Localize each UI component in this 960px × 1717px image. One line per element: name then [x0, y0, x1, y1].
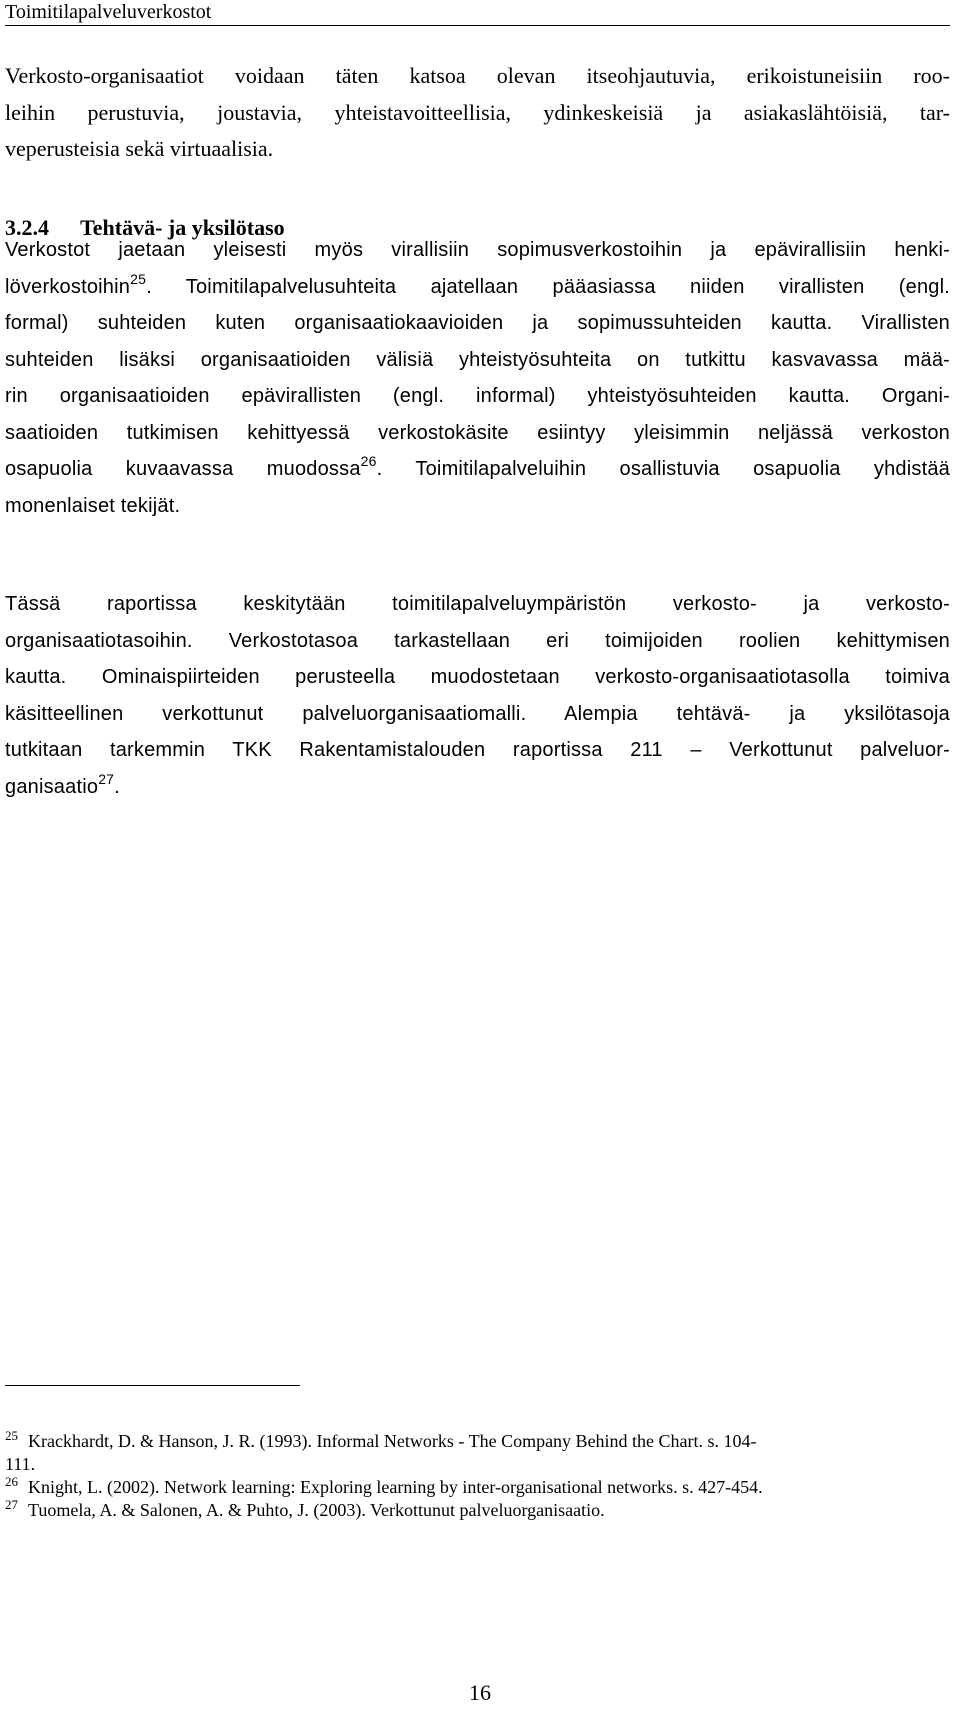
paragraph-line: monenlaiset tekijät. — [5, 494, 181, 517]
footnote-number: 27 — [5, 1497, 18, 1512]
paragraph-line: kautta. Ominaispiirteiden perusteella muodostetaan verkosto-organisaatiotasolla toimiva — [5, 666, 950, 688]
paragraph-line: osapuolia kuvaavassa muodossa$^{26}$. Toimitilapalveluihin osallistuvia osapuolia yhdistää — [5, 453, 950, 480]
paragraph-line: tutkitaan tarkemmin TKK Rakentamistalouden raportissa 211 – Verkottunut palveluor- — [5, 739, 950, 761]
body-paragraph — [5, 232, 950, 524]
footnote-separator — [5, 1385, 300, 1386]
paragraph-line: löverkostoihin$^{25}$. Toimitilapalvelusuhteita ajatellaan pääasiassa niiden virallisten (engl. — [5, 270, 950, 298]
footnote-item: $^{27}$ Tuomela, A. & Salonen, A. & Puhto, J. (2003). Verkottunut palveluorganisaatio. — [5, 1497, 605, 1520]
running-header: Toimitilapalveluverkostot — [5, 0, 950, 26]
section-number: 3.2.4 — [5, 215, 49, 240]
paragraph-line: Tässä raportissa keskitytään toimitilapalveluympäristön verkosto- ja verkosto- — [5, 593, 950, 615]
paragraph-line: veperusteisia sekä virtuaalisia. — [5, 136, 274, 161]
footnote-reference[interactable]: 25 — [130, 270, 147, 287]
footnote-number: 25 — [5, 1428, 18, 1443]
footnote-item: $^{26}$ Knight, L. (2002). Network learning: Exploring learning by inter-organisational networks. s. 427-454. — [5, 1474, 763, 1497]
paragraph-line: saatioiden tutkimisen kehittyessä verkostokäsite esiintyy yleisimmin neljässä verkoston — [5, 421, 950, 444]
paragraph-line: Verkostot jaetaan yleisesti myös virallisiin sopimusverkostoihin ja epävirallisiin henki- — [5, 239, 950, 261]
paragraph-line: formal) suhteiden kuten organisaatiokaavioiden ja sopimussuhteiden kautta. Virallisten — [5, 312, 950, 334]
footnote-item: $^{25}$ Krackhardt, D. & Hanson, J. R. (1993). Informal Networks - The Company Behind the Chart. s. 104- — [5, 1428, 757, 1451]
section-title: Tehtävä- ja yksilötaso — [80, 215, 285, 240]
footnote-number: 26 — [5, 1474, 18, 1489]
paragraph-line: leihin perustuvia, joustavia, yhteistavoitteellisia, ydinkeskeisiä ja asiakaslähtöisiä, tar- — [5, 99, 950, 125]
paragraph-line: Verkosto-organisaatiot voidaan täten katsoa olevan itseohjautuvia, erikoistuneisiin roo- — [5, 63, 950, 88]
body-paragraph — [5, 586, 950, 805]
intro-paragraph — [5, 58, 950, 168]
footnote-reference[interactable]: 26 — [360, 453, 377, 469]
paragraph-line: organisaatiotasoihin. Verkostotasoa tarkastellaan eri toimijoiden roolien kehittymisen — [5, 629, 950, 652]
footnote-reference[interactable]: 27 — [98, 770, 115, 787]
paragraph-line: suhteiden lisäksi organisaatioiden välisiä yhteistyösuhteita on tutkittu kasvavassa mää- — [5, 348, 950, 371]
footnotes — [5, 1430, 950, 1522]
paragraph-line: rin organisaatioiden epävirallisten (engl. informal) yhteistyösuhteiden kautta. Organi- — [5, 385, 950, 407]
footnote-continuation: 111. — [5, 1454, 36, 1474]
paragraph-line: ganisaatio$^{27}$. — [5, 770, 120, 798]
paragraph-line: käsitteellinen verkottunut palveluorganisaatiomalli. Alempia tehtävä- ja yksilötasoja — [5, 702, 950, 725]
page-number: 16 — [469, 1680, 491, 1705]
